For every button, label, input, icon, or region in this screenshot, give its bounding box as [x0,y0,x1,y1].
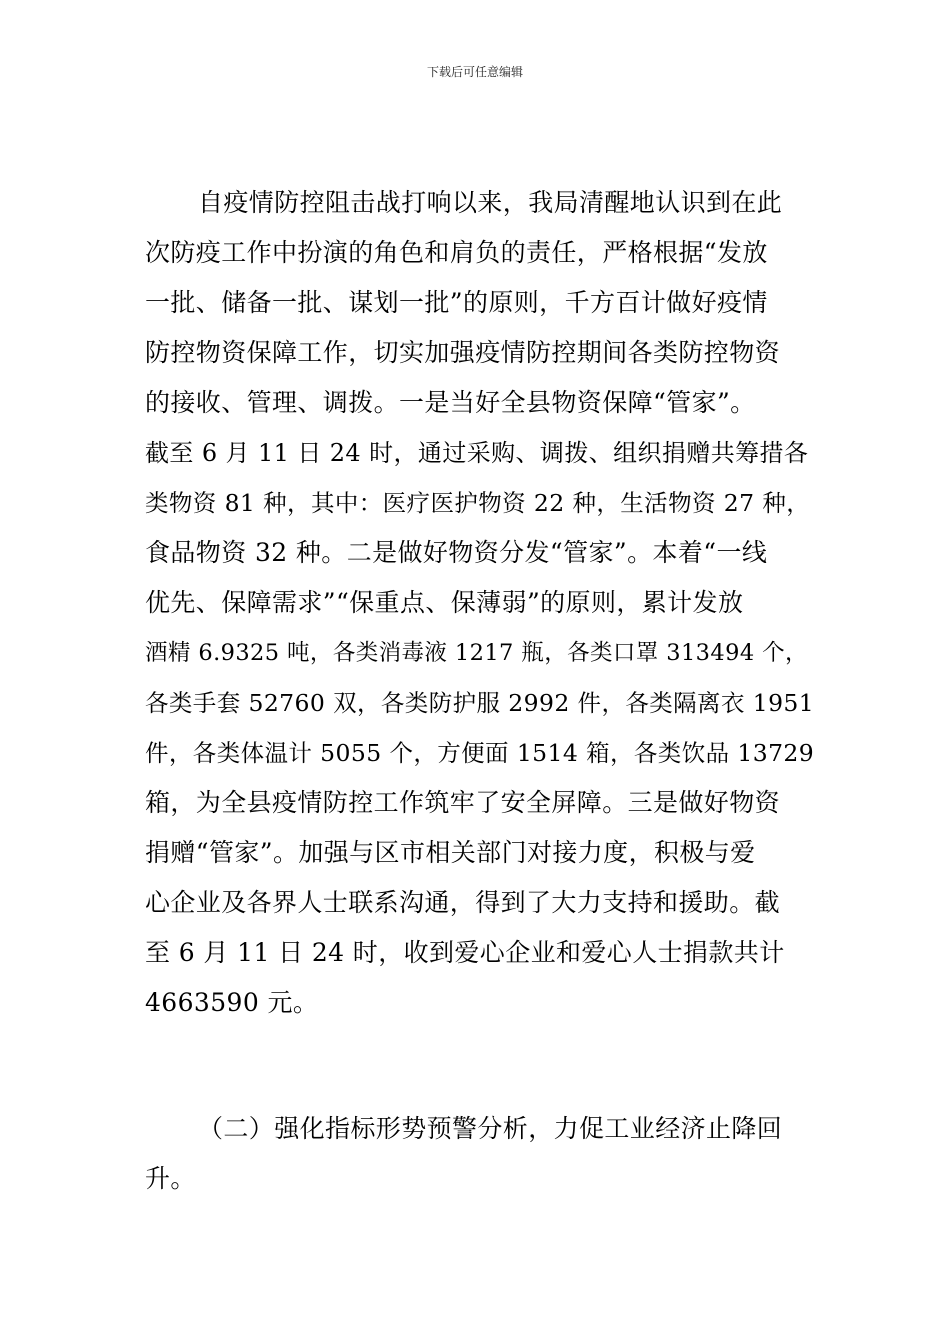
text-line: 捐赠“管家”。加强与区市相关部门对接力度，积极与爱 [145,838,756,867]
text-line: 酒精 6.9325 吨，各类消毒液 1217 瓶，各类口罩 313494 个， [145,640,808,666]
text-line: 次防疫工作中扮演的角色和肩负的责任，严格根据“发放 [145,238,768,267]
document-body [145,178,815,1204]
paragraph-material-supply [145,178,815,1028]
text-line: 箱，为全县疫情防控工作筑牢了安全屏障。三是做好物资 [145,788,781,817]
text-line: 心企业及各界人士联系沟通，得到了大力支持和援助。截 [145,888,781,917]
paragraph-spacer [145,1028,815,1104]
page-header: 下载后可任意编辑 [426,65,523,79]
text-line: 截至 6 月 11 日 24 时，通过采购、调拨、组织捐赠共筹措各 [145,439,809,467]
section-heading-line: （二）强化指标形势预警分析，力促工业经济止降回 [198,1114,783,1143]
text-line: 防控物资保障工作，切实加强疫情防控期间各类防控物资 [145,338,781,367]
text-line: 自疫情防控阻击战打响以来，我局清醒地认识到在此 [198,188,783,217]
text-line: 至 6 月 11 日 24 时，收到爱心企业和爱心人士捐款共计 [145,938,785,967]
text-line: 优先、保障需求”“保重点、保薄弱”的原则，累计发放 [145,588,744,617]
text-line: 件，各类体温计 5055 个，方便面 1514 箱，各类饮品 13729 [145,739,815,767]
paragraph-section-heading [145,1104,815,1204]
text-line: 各类手套 52760 双，各类防护服 2992 件，各类隔离衣 1951 [145,689,815,717]
text-line: 的接收、管理、调拨。一是当好全县物资保障“管家”。 [145,388,756,417]
text-line: 类物资 81 种，其中：医疗医护物资 22 种，生活物资 27 种， [145,489,811,517]
text-line: 4663590 元。 [145,988,319,1017]
section-heading-line: 升。 [145,1164,196,1193]
text-line: 一批、储备一批、谋划一批”的原则，千方百计做好疫情 [145,288,768,317]
text-line: 食品物资 32 种。二是做好物资分发“管家”。本着“一线 [145,538,768,567]
